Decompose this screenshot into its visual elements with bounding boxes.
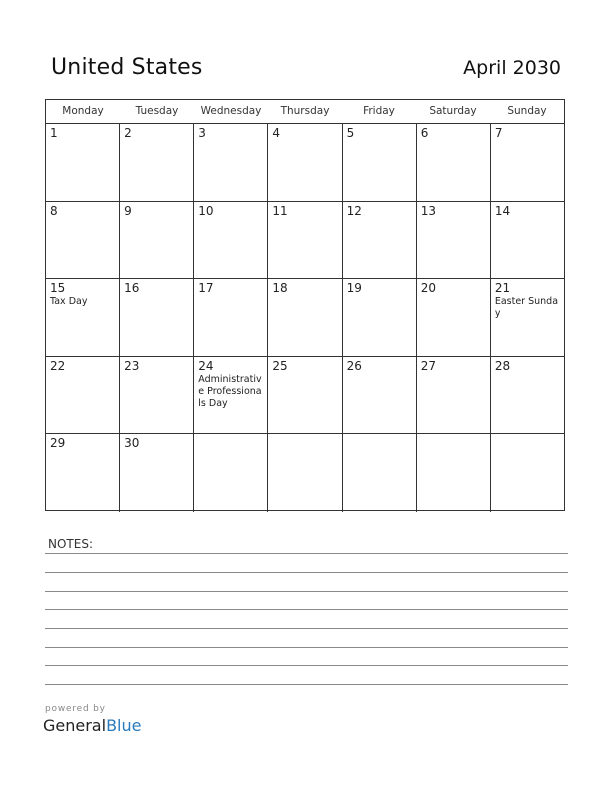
notes-line <box>45 628 568 629</box>
day-cell <box>46 434 120 512</box>
day-number: 18 <box>272 281 288 296</box>
day-cell <box>491 202 564 279</box>
weekday-header-row <box>46 100 564 124</box>
notes-line <box>45 665 568 666</box>
day-number: 25 <box>272 358 288 373</box>
notes-line <box>45 553 568 554</box>
logo-general-text: General <box>43 716 107 735</box>
day-cell <box>120 279 194 356</box>
week-row-2 <box>46 202 564 280</box>
day-cell <box>417 124 491 201</box>
day-number: 8 <box>50 203 58 218</box>
day-cell <box>46 202 120 279</box>
day-cell <box>417 202 491 279</box>
week-row-4 <box>46 357 564 435</box>
holiday-label: Tax Day <box>50 296 88 308</box>
notes-line <box>45 609 568 610</box>
day-cell <box>46 124 120 201</box>
notes-line <box>45 591 568 592</box>
day-number: 21 <box>494 281 511 296</box>
day-cell <box>491 434 564 512</box>
day-number: 17 <box>198 281 214 296</box>
day-number: 30 <box>124 436 140 451</box>
holiday-label: Administrative Professionals Day <box>198 373 262 409</box>
day-number: 2 <box>124 126 132 140</box>
weekday-monday: Monday <box>62 105 104 117</box>
day-cell <box>120 202 194 279</box>
day-number: 10 <box>198 203 214 218</box>
day-number: 3 <box>198 126 206 140</box>
day-cell <box>343 434 417 512</box>
week-row-5 <box>46 434 564 512</box>
day-number: 26 <box>346 358 362 373</box>
day-number: 29 <box>50 436 66 451</box>
day-number: 24 <box>198 358 214 373</box>
day-cell <box>120 124 194 201</box>
day-number: 4 <box>272 126 281 140</box>
day-cell <box>268 357 342 434</box>
powered-by-text: powered by <box>45 704 106 714</box>
day-number: 9 <box>124 203 132 218</box>
day-cell <box>120 357 194 434</box>
day-number: 14 <box>494 203 511 218</box>
day-cell <box>491 279 564 356</box>
day-number: 1 <box>50 126 58 140</box>
day-number: 16 <box>124 281 140 296</box>
day-cell <box>46 357 120 434</box>
notes-line <box>45 572 568 573</box>
day-cell <box>417 357 491 434</box>
day-cell <box>343 202 417 279</box>
day-cell <box>194 202 268 279</box>
day-cell <box>343 357 417 434</box>
week-row-3 <box>46 279 564 357</box>
weekday-saturday: Saturday <box>429 105 477 117</box>
calendar-grid <box>45 99 565 511</box>
day-cell <box>343 279 417 356</box>
day-number: 22 <box>50 358 66 373</box>
weekday-tuesday: Tuesday <box>135 105 179 117</box>
notes-line <box>45 647 568 648</box>
day-cell <box>46 279 120 356</box>
day-number: 19 <box>346 281 362 296</box>
day-cell <box>194 124 268 201</box>
country-title: United States <box>51 55 203 80</box>
day-cell <box>194 279 268 356</box>
notes-line <box>45 684 568 685</box>
day-number: 7 <box>494 126 503 140</box>
day-cell <box>268 279 342 356</box>
day-number: 28 <box>494 358 511 373</box>
weekday-wednesday: Wednesday <box>200 105 262 117</box>
day-number: 23 <box>124 358 140 373</box>
weekday-sunday: Sunday <box>507 105 547 117</box>
month-title: April 2030 <box>463 57 561 79</box>
day-number: 5 <box>346 126 355 140</box>
day-number: 15 <box>50 281 66 296</box>
day-number: 12 <box>346 203 362 218</box>
day-cell <box>491 357 564 434</box>
holiday-label: Easter Sunday <box>494 296 559 320</box>
logo-blue-text: Blue <box>106 716 142 735</box>
weekday-thursday: Thursday <box>280 105 330 117</box>
day-number: 11 <box>272 203 288 218</box>
day-cell <box>268 124 342 201</box>
week-row-1 <box>46 124 564 202</box>
day-cell <box>343 124 417 201</box>
day-cell <box>194 434 268 512</box>
day-cell <box>268 202 342 279</box>
day-cell <box>268 434 342 512</box>
day-cell <box>417 434 491 512</box>
day-number: 20 <box>420 281 436 296</box>
notes-label: NOTES: <box>48 537 93 551</box>
day-cell <box>120 434 194 512</box>
day-cell <box>194 357 268 434</box>
day-number: 27 <box>420 358 436 373</box>
generalblue-logo <box>43 716 141 735</box>
day-number: 6 <box>420 126 429 140</box>
day-cell <box>491 124 564 201</box>
day-number: 13 <box>420 203 436 218</box>
weekday-friday: Friday <box>363 105 395 117</box>
day-cell <box>417 279 491 356</box>
